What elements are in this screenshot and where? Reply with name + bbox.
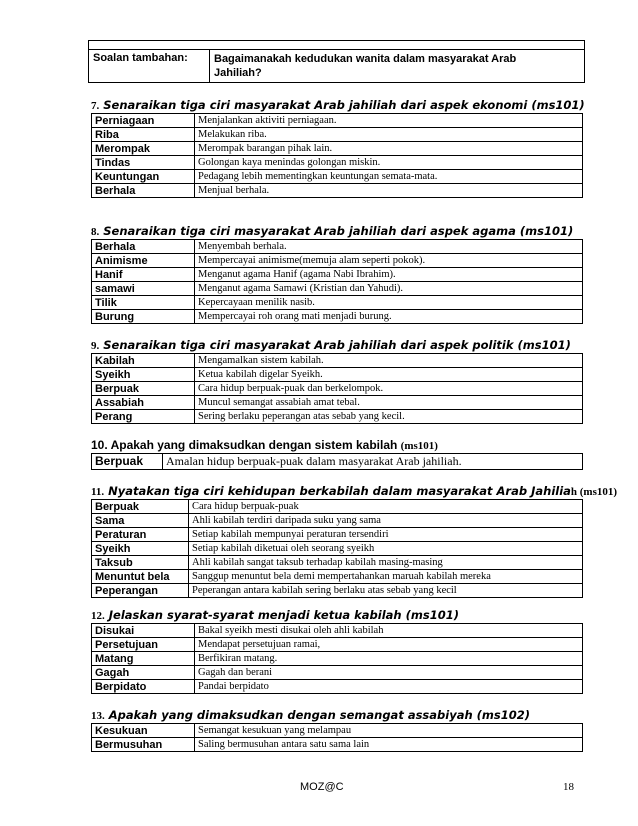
question-13 [91,708,583,752]
answer-description: Muncul semangat assabiah amat tebal. [195,396,583,410]
answer-keyword: Syeikh [92,368,195,382]
answer-description: Menganut agama Samawi (Kristian dan Yahudi). [195,282,583,296]
table-row [92,354,583,368]
additional-question-box [88,40,585,83]
answer-description: Ketua kabilah digelar Syeikh. [195,368,583,382]
table-row [92,680,583,694]
answer-description: Mengamalkan sistem kabilah. [195,354,583,368]
question-heading: 10. Apakah yang dimaksudkan dengan sistem kabilah (ms101) [91,438,438,452]
answer-keyword: Berpidato [92,680,195,694]
table-row [92,368,583,382]
answer-description: Sering berlaku peperangan atas sebab yang kecil. [195,410,583,424]
answer-description: Semangat kesukuan yang melampau [195,724,583,738]
question-12 [91,608,583,694]
table-row [92,282,583,296]
table-row [92,382,583,396]
answer-table [91,239,583,324]
answer-description: Amalan hidup berpuak-puak dalam masyarakat Arab jahiliah. [163,454,583,470]
answer-keyword: Peraturan [92,528,189,542]
question-heading: 12. Jelaskan syarat-syarat menjadi ketua kabilah (ms101) [91,608,459,622]
additional-question-label: Soalan tambahan: [89,50,210,82]
answer-description: Pandai berpidato [195,680,583,694]
table-row [92,454,583,470]
answer-description: Saling bermusuhan antara satu sama lain [195,738,583,752]
answer-description: Kepercayaan menilik nasib. [195,296,583,310]
answer-keyword: Disukai [92,624,195,638]
answer-keyword: Berpuak [92,454,163,470]
answer-description: Mempercayai roh orang mati menjadi burung. [195,310,583,324]
answer-keyword: Assabiah [92,396,195,410]
answer-description: Bakal syeikh mesti disukai oleh ahli kabilah [195,624,583,638]
table-row [92,738,583,752]
answer-keyword: Burung [92,310,195,324]
answer-table [91,623,583,694]
answer-keyword: Perang [92,410,195,424]
answer-keyword: Tilik [92,296,195,310]
answer-keyword: Syeikh [92,542,189,556]
answer-description: Merompak barangan pihak lain. [195,142,583,156]
table-row [92,514,583,528]
footer-author: MOZ@C [300,781,344,793]
answer-keyword: Berhala [92,184,195,198]
answer-table [91,113,583,198]
answer-keyword: Berpuak [92,382,195,396]
table-row [92,396,583,410]
table-row [92,666,583,680]
question-heading: 9. Senaraikan tiga ciri masyarakat Arab jahiliah dari aspek politik (ms101) [91,338,571,352]
answer-description: Ahli kabilah terdiri daripada suku yang sama [189,514,583,528]
blank-row [89,41,584,50]
answer-keyword: Animisme [92,254,195,268]
table-row [92,170,583,184]
answer-description: Menyembah berhala. [195,240,583,254]
answer-keyword: Kesukuan [92,724,195,738]
answer-table [91,723,583,752]
answer-keyword: Matang [92,652,195,666]
answer-table [91,353,583,424]
answer-keyword: Sama [92,514,189,528]
answer-keyword: Menuntut bela [92,570,189,584]
answer-description: Sanggup menuntut bela demi mempertahankan maruah kabilah mereka [189,570,583,584]
table-row [92,556,583,570]
answer-keyword: Berhala [92,240,195,254]
answer-description: Golongan kaya menindas golongan miskin. [195,156,583,170]
table-row [92,240,583,254]
question-heading: 13. Apakah yang dimaksudkan dengan semangat assabiyah (ms102) [91,708,530,722]
answer-keyword: Kabilah [92,354,195,368]
answer-keyword: Hanif [92,268,195,282]
answer-description: Mempercayai animisme(memuja alam seperti pokok). [195,254,583,268]
answer-keyword: Gagah [92,666,195,680]
answer-keyword: Peperangan [92,584,189,598]
question-heading: 7. Senaraikan tiga ciri masyarakat Arab jahiliah dari aspek ekonomi (ms101) [91,98,585,112]
question-10 [91,437,583,470]
answer-keyword: Persetujuan [92,638,195,652]
answer-description: Mendapat persetujuan ramai, [195,638,583,652]
answer-keyword: Riba [92,128,195,142]
table-row [92,156,583,170]
answer-keyword: Tindas [92,156,195,170]
question-9 [91,338,583,424]
answer-keyword: Berpuak [92,500,189,514]
answer-description: Ahli kabilah sangat taksub terhadap kabilah masing-masing [189,556,583,570]
table-row [92,542,583,556]
table-row [92,652,583,666]
answer-keyword: samawi [92,282,195,296]
answer-description: Menjalankan aktiviti perniagaan. [195,114,583,128]
answer-description: Cara hidup berpuak-puak dan berkelompok. [195,382,583,396]
answer-description: Cara hidup berpuak-puak [189,500,583,514]
table-row [92,268,583,282]
table-row [92,254,583,268]
answer-description: Pedagang lebih mementingkan keuntungan semata-mata. [195,170,583,184]
question-heading: 8. Senaraikan tiga ciri masyarakat Arab jahiliah dari aspek agama (ms101) [91,224,574,238]
question-7 [91,98,583,198]
table-row [92,310,583,324]
answer-keyword: Bermusuhan [92,738,195,752]
answer-description: Peperangan antara kabilah sering berlaku atas sebab yang kecil [189,584,583,598]
table-row [92,724,583,738]
answer-keyword: Merompak [92,142,195,156]
answer-description: Gagah dan berani [195,666,583,680]
table-row [92,184,583,198]
question-8 [91,224,583,324]
table-row [92,624,583,638]
table-row [92,528,583,542]
answer-table [91,499,583,598]
table-row [92,570,583,584]
answer-description: Berfikiran matang. [195,652,583,666]
table-row [92,638,583,652]
table-row [92,410,583,424]
additional-question-text: Bagaimanakah kedudukan wanita dalam masyarakat Arab Jahiliah? [214,53,517,79]
table-row [92,500,583,514]
table-row [92,584,583,598]
table-row [92,128,583,142]
answer-keyword: Taksub [92,556,189,570]
answer-table [91,453,583,470]
question-heading: 11. Nyatakan tiga ciri kehidupan berkabilah dalam masyarakat Arab Jahiliah (ms101) [91,484,618,498]
table-row [92,142,583,156]
page-number: 18 [563,781,574,793]
answer-description: Melakukan riba. [195,128,583,142]
question-11 [91,484,618,598]
answer-description: Menganut agama Hanif (agama Nabi Ibrahim). [195,268,583,282]
table-row [92,296,583,310]
answer-keyword: Perniagaan [92,114,195,128]
table-row [92,114,583,128]
answer-description: Menjual berhala. [195,184,583,198]
answer-description: Setiap kabilah mempunyai peraturan tersendiri [189,528,583,542]
answer-description: Setiap kabilah diketuai oleh seorang syeikh [189,542,583,556]
answer-keyword: Keuntungan [92,170,195,184]
